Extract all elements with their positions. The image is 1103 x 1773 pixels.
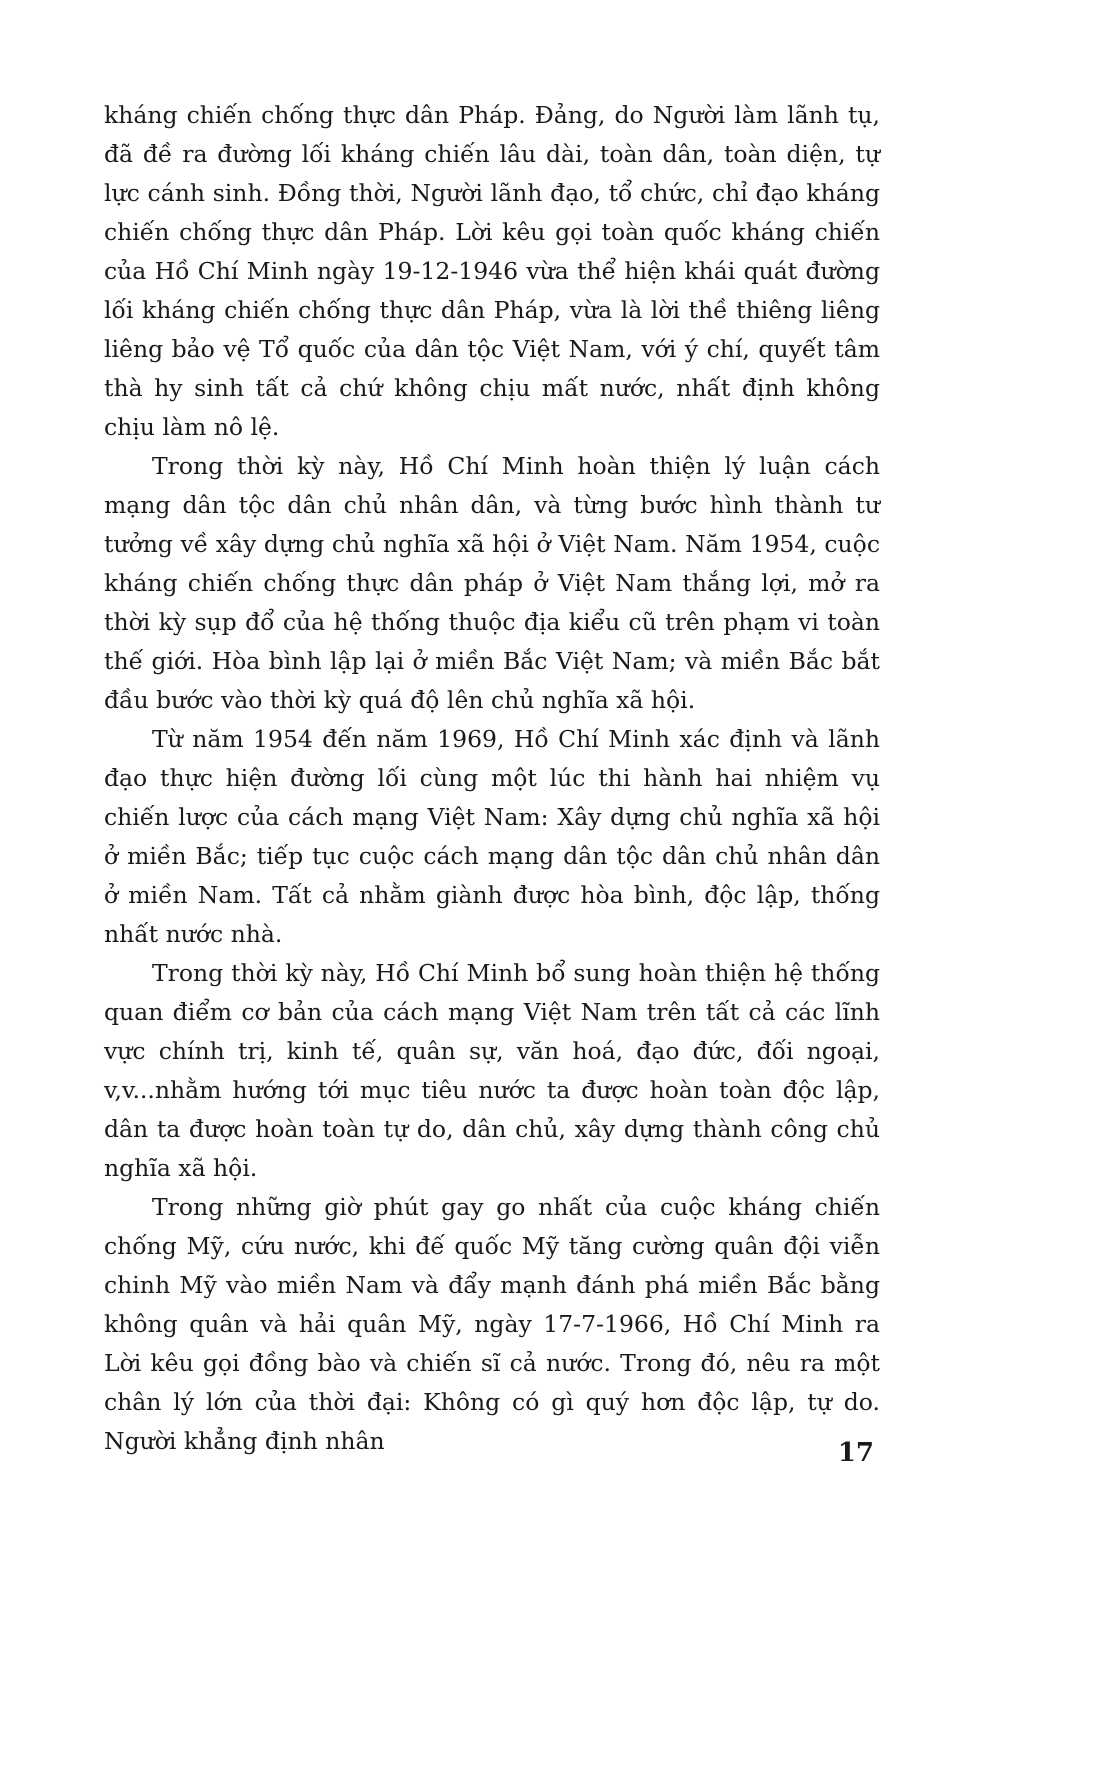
paragraph: Trong thời kỳ này, Hồ Chí Minh bổ sung hoàn thiện hệ thống quan điểm cơ bản của cách mạng Việt Nam trên tất cả các lĩnh vực chính trị, kinh tế, quân sự, văn hoá, đạo đức, đối ngoại, v,v...nhằm hướng tới mục tiêu nước ta được hoàn toàn độc lập, dân ta được hoàn toàn tự do, dân chủ, xây dựng thành công chủ nghĩa xã hội. <box>104 959 880 1182</box>
paragraph: Trong thời kỳ này, Hồ Chí Minh hoàn thiện lý luận cách mạng dân tộc dân chủ nhân dân, và từng bước hình thành tư tưởng về xây dựng chủ nghĩa xã hội ở Việt Nam. Năm 1954, cuộc kháng chiến chống thực dân pháp ở Việt Nam thắng lợi, mở ra thời kỳ sụp đổ của hệ thống thuộc địa kiểu cũ trên phạm vi toàn thế giới. Hòa bình lập lại ở miền Bắc Việt Nam; và miền Bắc bắt đầu bước vào thời kỳ quá độ lên chủ nghĩa xã hội. <box>104 452 880 714</box>
paragraph: kháng chiến chống thực dân Pháp. Đảng, do Người làm lãnh tụ, đã đề ra đường lối kháng chiến lâu dài, toàn dân, toàn diện, tự lực cánh sinh. Đồng thời, Người lãnh đạo, tổ chức, chỉ đạo kháng chiến chống thực dân Pháp. Lời kêu gọi toàn quốc kháng chiến của Hồ Chí Minh ngày 19-12-1946 vừa thể hiện khái quát đường lối kháng chiến chống thực dân Pháp, vừa là lời thề thiêng liêng liêng bảo vệ Tổ quốc của dân tộc Việt Nam, với ý chí, quyết tâm thà hy sinh tất cả chứ không chịu mất nước, nhất định không chịu làm nô lệ. <box>104 101 880 441</box>
page-number: 17 <box>837 1438 874 1468</box>
paragraph: Từ năm 1954 đến năm 1969, Hồ Chí Minh xác định và lãnh đạo thực hiện đường lối cùng một lúc thi hành hai nhiệm vụ chiến lược của cách mạng Việt Nam: Xây dựng chủ nghĩa xã hội ở miền Bắc; tiếp tục cuộc cách mạng dân tộc dân chủ nhân dân ở miền Nam. Tất cả nhằm giành được hòa bình, độc lập, thống nhất nước nhà. <box>104 725 880 948</box>
text-block <box>104 96 880 1461</box>
paragraph: Trong những giờ phút gay go nhất của cuộc kháng chiến chống Mỹ, cứu nước, khi đế quốc Mỹ tăng cường quân đội viễn chinh Mỹ vào miền Nam và đẩy mạnh đánh phá miền Bắc bằng không quân và hải quân Mỹ, ngày 17-7-1966, Hồ Chí Minh ra Lời kêu gọi đồng bào và chiến sĩ cả nước. Trong đó, nêu ra một chân lý lớn của thời đại: Không có gì quý hơn độc lập, tự do. Người khẳng định nhân <box>104 1193 880 1455</box>
